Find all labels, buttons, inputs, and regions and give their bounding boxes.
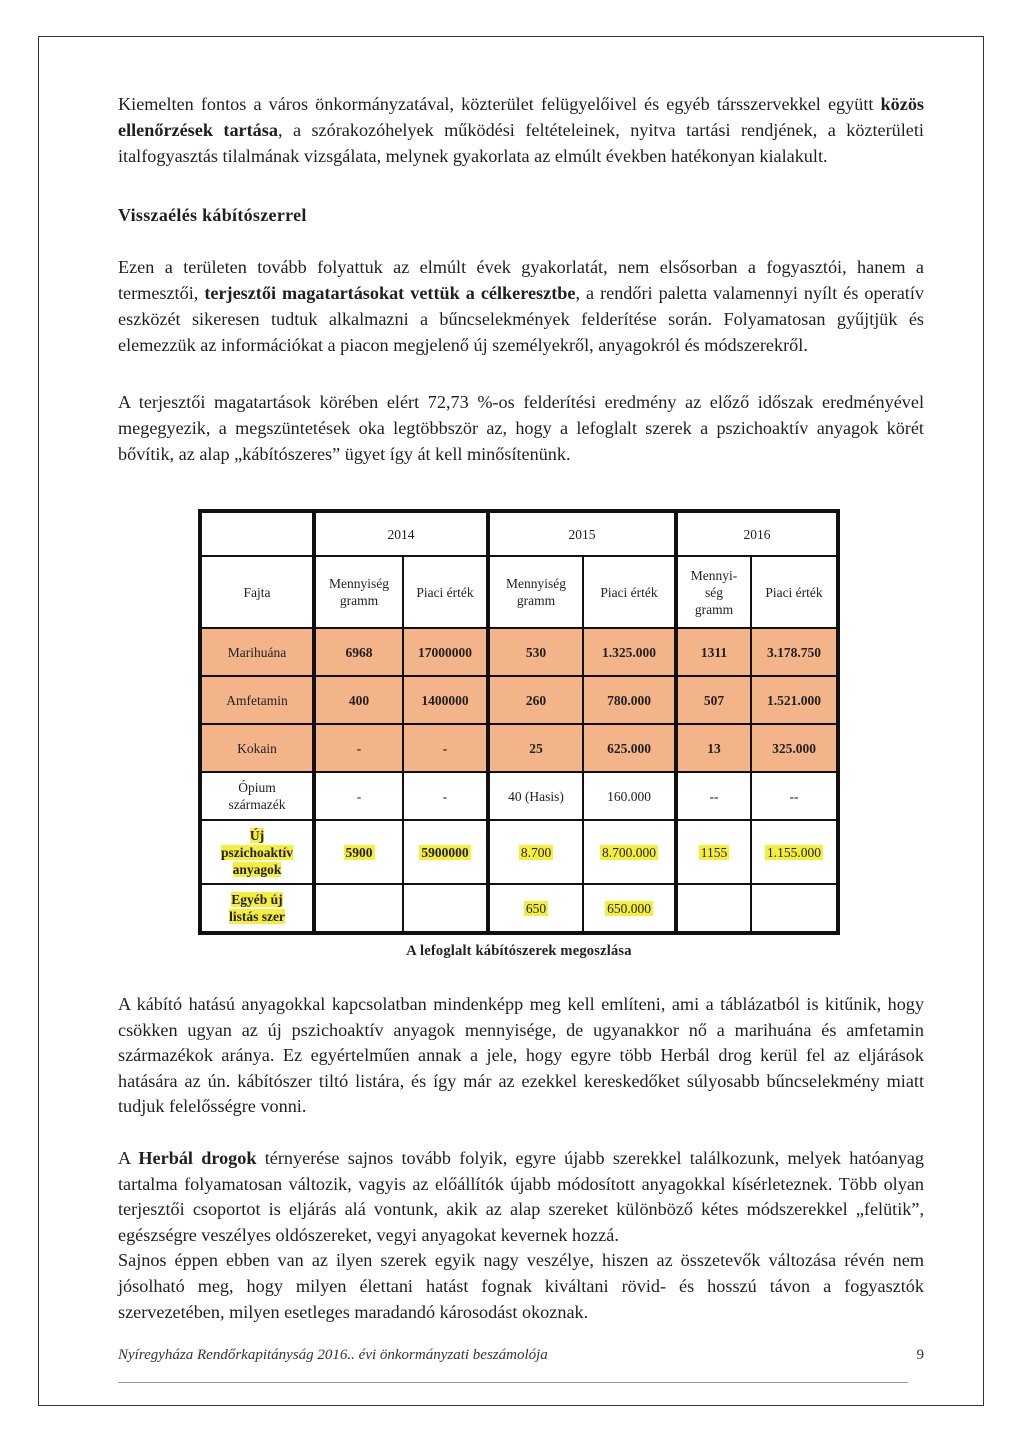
header-part: gramm [694,601,734,617]
para1-text-1: Ezen a területen tovább folyattuk az elmúlt évek gyakorlatát, nem elsősorban a fogyasztói, hanem a termesztői, [118,257,924,303]
intro-text-1: Kiemelten fontos a város önkormányzatával, közterület felügyelőivel és egyéb társszervekkel együtt [118,94,881,114]
highlighted-value: 1.155.000 [767,844,821,860]
table-cell [583,884,675,932]
table-cell [487,820,583,884]
row-label [201,820,313,884]
paragraph-2: A terjesztői magatartások körében elért 72,73 %-os felderítési eredmény az előző időszak eredményével megegyezik, a megszüntetések oka legtöbbször az, hogy a lefoglalt szerek a pszichoaktív anyagok körét bővítik, az alap „kábítószeres” ügyet így át kell minősítenünk. [118,392,924,464]
highlighted-value: 1155 [700,844,728,860]
table-cell: 25 [487,724,583,772]
label-part: listás szer [229,909,285,924]
table-cell: 507 [675,676,751,724]
column-header: Piaci érték [751,556,837,628]
table-cell: 40 (Hasis) [487,772,583,820]
label-part: pszichoaktív [220,844,293,860]
table-cell: 260 [487,676,583,724]
table-row [201,820,837,884]
label-part: Egyéb új [231,892,283,907]
table-row [201,724,837,772]
table-cell [751,820,837,884]
year-header: 2016 [675,512,837,556]
table-cell: 1.521.000 [751,676,837,724]
header-part: ség [705,584,723,600]
paragraph-1 [118,255,924,358]
table-cell [201,512,313,556]
column-header-fajta: Fajta [201,556,313,628]
row-label [201,884,313,932]
header-part: Mennyi- [690,567,738,583]
para4-text-2: térnyerése sajnos tovább folyik, egyre újabb szerekkel találkozunk, melyek hatóanyag tartalma folyamatosan változik, vagyis az előállítók újabb módosított anyagokkal kísérleteznek. Több olyan terjesztői csoportot is eljárás alá vontunk, akik az alap szereket különböző kétes módszerekkel „felütik”, egészségre veszélyes oldószereket, vegyi anyagokat kevernek hozzá. [118,1147,924,1245]
table-cell: 1311 [675,628,751,676]
table-cell: 13 [675,724,751,772]
paragraph-5: Sajnos éppen ebben van az ilyen szerek egyik nagy veszélye, hiszen az összetevők változása révén nem jósolható meg, hogy milyen élettani hatást fognak kiváltani rövid- és hosszú távon a fogyasztók szervezetében, milyen esetleges maradandó károsodást okoznak. [118,1250,924,1322]
lower-text [118,992,924,1325]
highlighted-value: 5900000 [421,844,469,860]
label-part: Új [249,827,265,843]
para4-text-1: A [118,1147,139,1168]
table-cell [487,884,583,932]
highlighted-value: 8.700.000 [602,844,656,860]
table-row [201,676,837,724]
year-header: 2014 [313,512,487,556]
table-row [201,884,837,932]
table-cell [675,884,751,932]
table-cell: 17000000 [403,628,487,676]
upper-text [118,92,924,468]
row-label: Kokain [201,724,313,772]
highlighted-value: 5900 [345,844,373,860]
table-cell: - [313,724,403,772]
label-part: anyagok [232,861,282,877]
highlighted-value: 650.000 [607,900,651,916]
row-label [201,772,313,820]
row-label: Amfetamin [201,676,313,724]
table-cell: - [403,724,487,772]
drug-seizure-table [198,509,840,935]
highlighted-value: 650 [525,900,547,916]
section-heading: Visszaélés kábítószerrel [118,205,307,226]
page-number: 9 [916,1347,924,1363]
table-cell: 325.000 [751,724,837,772]
row-label: Marihuána [201,628,313,676]
paragraph-3: A kábító hatású anyagokkal kapcsolatban mindenképp meg kell említeni, ami a táblázatból is kitűnik, hogy csökken ugyan az új pszichoaktív anyagok mennyisége, de ugyanakkor nő a marihuána és amfetamin származékok aránya. Ez egyértelműen annak a jele, hogy egyre több Herbál drog kerül fel az eljárások hatására az ún. kábítószer tiltó listára, és így már az ezekkel kereskedőket súlyosabb bűncselekmény miatt tudjuk felelősségre vonni. [118,994,924,1117]
table-cell [313,820,403,884]
table-cell: -- [751,772,837,820]
footer-title: Nyíregyháza Rendőrkapitányság 2016.. évi önkormányzati beszámolója [118,1347,548,1363]
column-header [675,556,751,628]
table-cell: 1400000 [403,676,487,724]
para1-text-2: , a rendőri paletta valamennyi nyílt és operatív eszközét sikeresen tudtuk alkalmazni a bűncselekmények felderítése során. Folyamatosan gyűjtjük és elemezzük az információkat a piacon megjelenő új személyekről, anyagokról és módszerekről. [118,282,924,355]
table-row [201,772,837,820]
para4-bold: Herbál drogok [138,1147,257,1168]
table-cell [675,820,751,884]
table-cell: 625.000 [583,724,675,772]
table-cell [403,884,487,932]
table-cell [583,820,675,884]
table-cell: 6968 [313,628,403,676]
intro-bold: közös ellenőrzések tartása [118,94,924,140]
table-cell: 530 [487,628,583,676]
table-row [201,556,837,628]
label-part: Ópium [238,780,276,795]
column-header: Mennyiség gramm [313,556,403,628]
paragraph-4 [118,1146,924,1248]
table-cell [751,884,837,932]
footer-divider [118,1382,908,1383]
page-footer [118,1347,924,1364]
table-cell: 160.000 [583,772,675,820]
para1-bold: terjesztői magatartásokat vettük a célkeresztbe [204,282,576,303]
year-header: 2015 [487,512,675,556]
table-cell [313,884,403,932]
table-cell: - [403,772,487,820]
column-header: Piaci érték [583,556,675,628]
table-cell: 1.325.000 [583,628,675,676]
column-header: Mennyiség gramm [487,556,583,628]
highlighted-value: 8.700 [520,844,552,860]
table-cell: 400 [313,676,403,724]
label-part: származék [228,797,286,812]
table-cell: - [313,772,403,820]
table-cell [403,820,487,884]
column-header: Piaci érték [403,556,487,628]
table-caption: A lefoglalt kábítószerek megoszlása [406,943,632,959]
drug-table-block [198,509,840,960]
intro-paragraph [118,92,924,169]
table-row [201,512,837,556]
intro-text-2: , a szórakozóhelyek működési feltételeinek, nyitva tartási rendjének, a közterületi italfogyasztás tilalmának vizsgálata, melynek gyakorlata az elmúlt években hatékonyan kialakult. [118,119,924,166]
table-cell: 3.178.750 [751,628,837,676]
table-cell: 780.000 [583,676,675,724]
table-cell: -- [675,772,751,820]
table-row [201,628,837,676]
